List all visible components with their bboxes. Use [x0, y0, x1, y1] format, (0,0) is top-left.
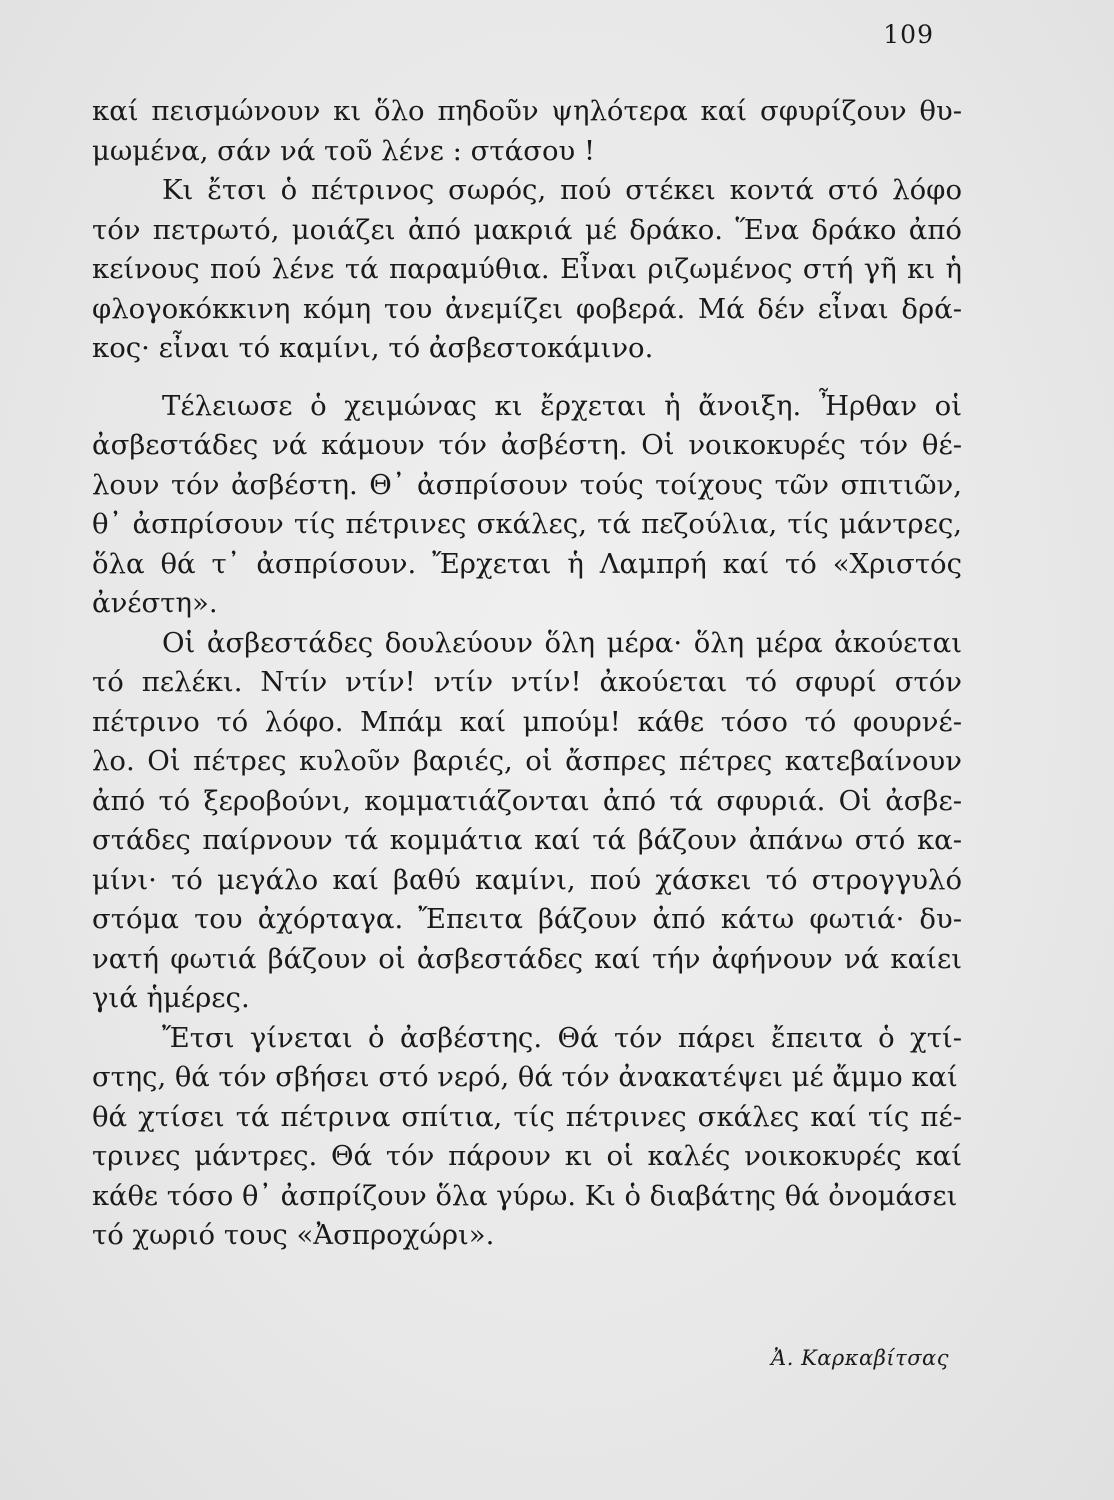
text-line: ἀπό τό ξεροβούνι, κομματιάζονται ἀπό τά σφυριά. Οἱ ἀσβε- [92, 784, 962, 817]
text-line: τόν πετρωτό, μοιάζει ἀπό μακριά μέ δράκο. Ἕνα δράκο ἀπό [92, 213, 962, 246]
paragraph-gap [92, 369, 962, 387]
page-number: 109 [883, 20, 934, 49]
text-line: τρινες μάντρες. Θά τόν πάρουν κι οἱ καλές νοικοκυρές καί [92, 1140, 962, 1172]
text-line: τό χωριό τους «Ἀσπροχώρι». [92, 1219, 495, 1251]
text-line: θά χτίσει τά πέτρινα σπίτια, τίς πέτρινες σκάλες καί τίς πέ- [92, 1100, 962, 1133]
text-line: στόμα του ἀχόρταγα. Ἔπειτα βάζουν ἀπό κάτω φωτιά· δυ- [92, 903, 962, 935]
text-line: ἀνέστη». [92, 587, 218, 619]
text-line: λουν τόν ἀσβέστη. Θ᾽ ἀσπρίσουν τούς τοίχους τῶν σπιτιῶν, [92, 468, 962, 501]
text-line: Ἔτσι γίνεται ὁ ἀσβέστης. Θά τόν πάρει ἔπειτα ὁ χτί- [162, 1021, 962, 1054]
text-line: φλογοκόκκινη κόμη του ἀνεμίζει φοβερά. Μά δέν εἶναι δρά- [92, 292, 962, 325]
text-line: ἀσβεστάδες νά κάμουν τόν ἀσβέστη. Οἱ νοικοκυρές τόν θέ- [92, 429, 962, 461]
text-line: λο. Οἱ πέτρες κυλοῦν βαριές, οἱ ἄσπρες πέτρες κατεβαίνουν [92, 745, 962, 777]
text-line: μίνι· τό μεγάλο καί βαθύ καμίνι, πού χάσκει τό στρογγυλό [92, 863, 962, 896]
text-line: κος· εἶναι τό καμίνι, τό ἀσβεστοκάμινο. [92, 332, 654, 364]
text-line: θ᾽ ἀσπρίσουν τίς πέτρινες σκάλες, τά πεζούλια, τίς μάντρες, [92, 508, 962, 540]
text-line: Οἱ ἀσβεστάδες δουλεύουν ὅλη μέρα· ὅλη μέρα ἀκούεται [162, 626, 962, 659]
text-line: Τέλειωσε ὁ χειμώνας κι ἔρχεται ἡ ἄνοιξη. Ἦρθαν οἱ [162, 389, 962, 422]
text-line: μωμένα, σάν νά τοῦ λένε : στάσου ! [92, 134, 596, 167]
text-line: ὅλα θά τ᾽ ἀσπρίσουν. Ἔρχεται ἡ Λαμπρή καί τό «Χριστός [92, 547, 962, 580]
body-text [92, 92, 962, 1256]
text-line: γιά ἡμέρες. [92, 982, 250, 1014]
text-line: πέτρινο τό λόφο. Μπάμ καί μπούμ! κάθε τόσο τό φουρνέ- [92, 705, 962, 738]
text-line: στάδες παίρνουν τά κομμάτια καί τά βάζουν ἀπάνω στό κα- [92, 824, 962, 856]
text-line: Κι ἔτσι ὁ πέτρινος σωρός, πού στέκει κοντά στό λόφο [162, 174, 962, 206]
text-line: τό πελέκι. Ντίν ντίν! ντίν ντίν! ἀκούεται τό σφυρί στόν [92, 666, 962, 698]
text-line: κάθε τόσο θ᾽ ἀσπρίζουν ὅλα γύρω. Κι ὁ διαβάτης θά ὀνομάσει [92, 1180, 958, 1212]
text-line: κείνους πού λένε τά παραμύθια. Εἶναι ριζωμένος στή γῆ κι ἡ [92, 253, 962, 285]
text-line: καί πεισμώνουν κι ὅλο πηδοῦν ψηλότερα καί σφυρίζουν θυ- [92, 95, 962, 127]
author-signature: Ἀ. Καρκαβίτσας [771, 1346, 949, 1370]
text-line: στης, θά τόν σβήσει στό νερό, θά τόν ἀνακατέψει μέ ἄμμο καί [92, 1062, 958, 1093]
text-line: νατή φωτιά βάζουν οἱ ἀσβεστάδες καί τήν ἀφήνουν νά καίει [92, 942, 962, 975]
